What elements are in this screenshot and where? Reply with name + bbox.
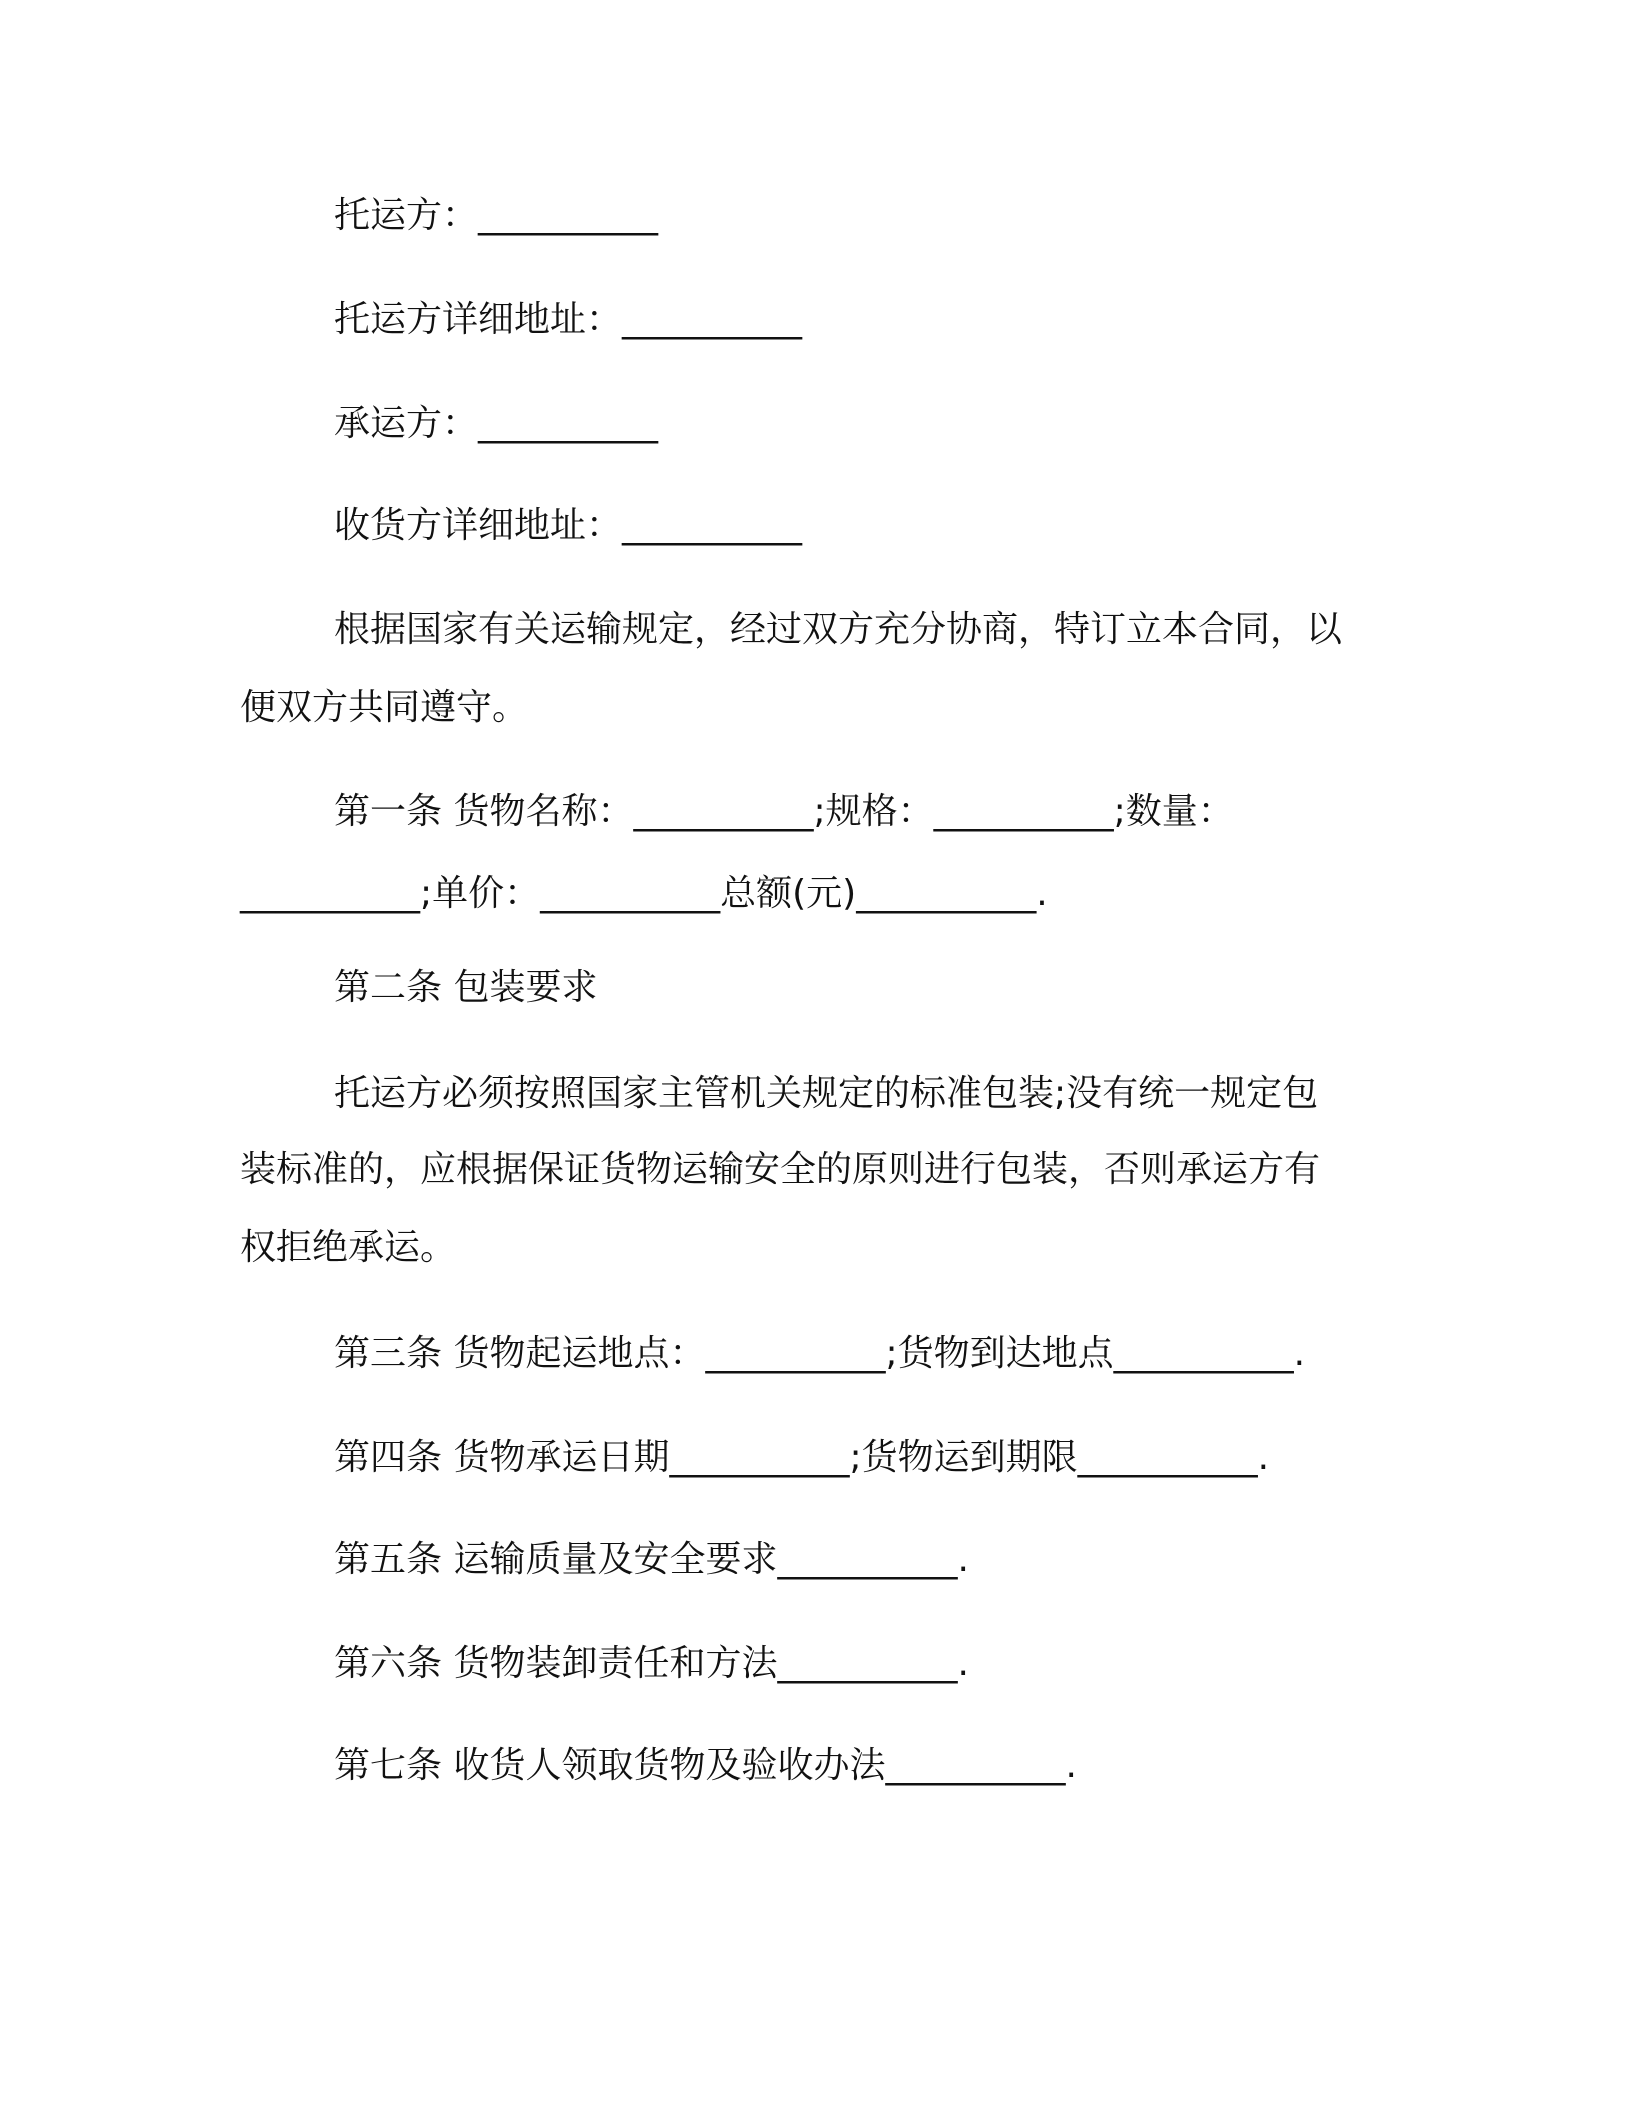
article2-line-3: 权拒绝承运。 bbox=[240, 1227, 457, 1268]
article6-line: 第六条 货物装卸责任和方法__________. bbox=[334, 1643, 969, 1684]
consignor-address-line: 托运方详细地址：__________ bbox=[334, 299, 803, 340]
consignor-line: 托运方：__________ bbox=[334, 195, 659, 236]
article1-line-1: 第一条 货物名称：__________;规格：__________;数量： bbox=[334, 791, 1234, 832]
article5-line: 第五条 运输质量及安全要求__________. bbox=[334, 1539, 969, 1580]
article2-line-2: 装标准的，应根据保证货物运输安全的原则进行包装，否则承运方有 bbox=[240, 1149, 1321, 1190]
article1-line-2: __________;单价：__________总额(元)__________. bbox=[240, 873, 1048, 914]
article2-line-1: 托运方必须按照国家主管机关规定的标准包装;没有统一规定包 bbox=[334, 1073, 1319, 1114]
article2-title: 第二条 包装要求 bbox=[334, 967, 598, 1008]
preamble-line-1: 根据国家有关运输规定，经过双方充分协商，特订立本合同，以 bbox=[334, 609, 1343, 650]
article3-line: 第三条 货物起运地点：__________;货物到达地点__________. bbox=[334, 1333, 1306, 1374]
carrier-line: 承运方：__________ bbox=[334, 403, 659, 444]
consignee-address-line: 收货方详细地址：__________ bbox=[334, 505, 803, 546]
article7-line: 第七条 收货人领取货物及验收办法__________. bbox=[334, 1745, 1077, 1786]
article4-line: 第四条 货物承运日期__________;货物运到期限__________. bbox=[334, 1437, 1270, 1478]
preamble-line-2: 便双方共同遵守。 bbox=[240, 687, 529, 728]
